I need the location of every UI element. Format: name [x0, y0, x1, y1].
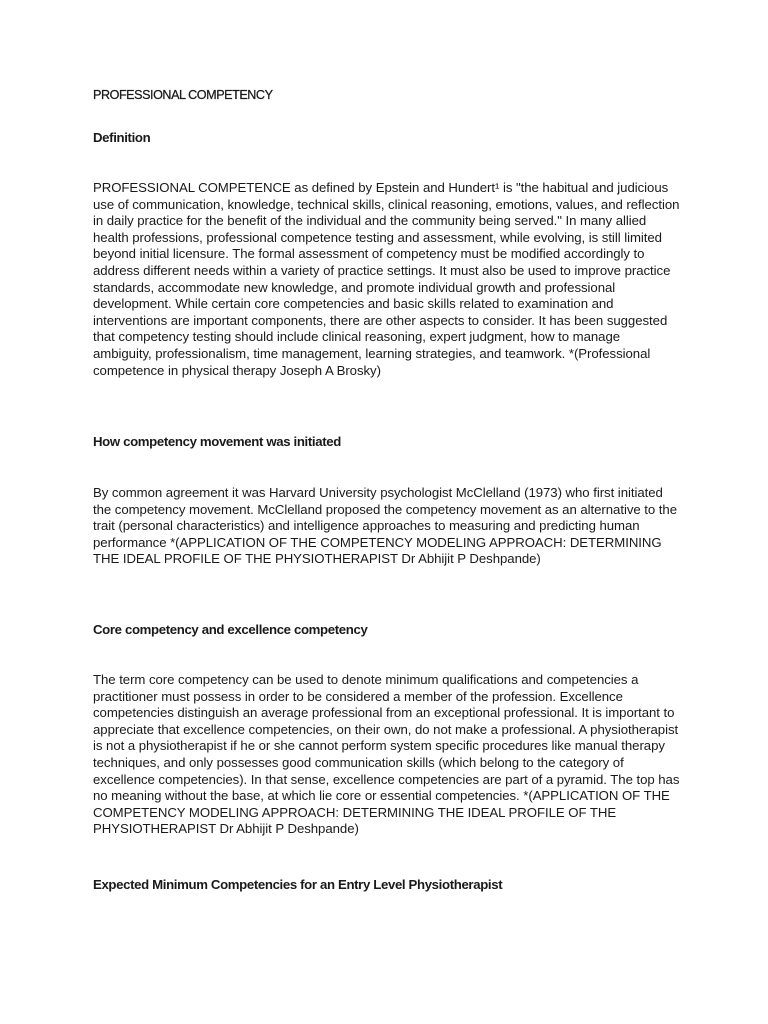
section-heading-definition: Definition: [93, 130, 151, 145]
section-heading-competency-movement: How competency movement was initiated: [93, 434, 341, 449]
document-title: PROFESSIONAL COMPETENCY: [93, 88, 273, 102]
section-heading-core-excellence: Core competency and excellence competency: [93, 622, 368, 637]
section-body-core-excellence: The term core competency can be used to denote minimum qualifications and competencies a practitioner must possess in order to be considered a member of the profession. Excellence competencies distinguish an average professional from an exceptional professional. It is important to appreciate that excellence competencies, on their own, do not make a professional. A physiotherapist is not a physiotherapist if he or she cannot perform system specific procedures like manual therapy techniques, and only possesses good communication skills (which belong to the category of excellence competencies). In that sense, excellence competencies are part of a pyramid. The top has no meaning without the base, at which lie core or essential competencies. *(APPLICATION OF THE COMPETENCY MODELING APPROACH: DETERMINING THE IDEAL PROFILE OF THE PHYSIOTHERAPIST Dr Abhijit P Deshpande): [93, 672, 680, 837]
section-body-definition: PROFESSIONAL COMPETENCE as defined by Epstein and Hundert¹ is "the habitual and judicious use of communication, knowledge, technical skills, clinical reasoning, emotions, values, and reflection in daily practice for the benefit of the individual and the community being served." In many allied health professions, professional competence testing and assessment, while evolving, is still limited beyond initial licensure. The formal assessment of competency must be modified accordingly to address different needs within a variety of practice settings. It must also be used to improve practice standards, accommodate new knowledge, and promote individual growth and professional development. While certain core competencies and basic skills related to examination and interventions are important components, there are other aspects to consider. It has been suggested that competency testing should include clinical reasoning, expert judgment, how to manage ambiguity, professionalism, time management, learning strategies, and teamwork. *(Professional competence in physical therapy Joseph A Brosky): [93, 180, 680, 378]
section-heading-expected-minimum: Expected Minimum Competencies for an Entry Level Physiotherapist: [93, 877, 503, 892]
section-body-competency-movement: By common agreement it was Harvard University psychologist McClelland (1973) who first initiated the competency movement. McClelland proposed the competency movement as an alternative to the trait (personal characteristics) and intelligence approaches to measuring and predicting human performance *(APPLICATION OF THE COMPETENCY MODELING APPROACH: DETERMINING THE IDEAL PROFILE OF THE PHYSIOTHERAPIST Dr Abhijit P Deshpande): [93, 485, 677, 567]
